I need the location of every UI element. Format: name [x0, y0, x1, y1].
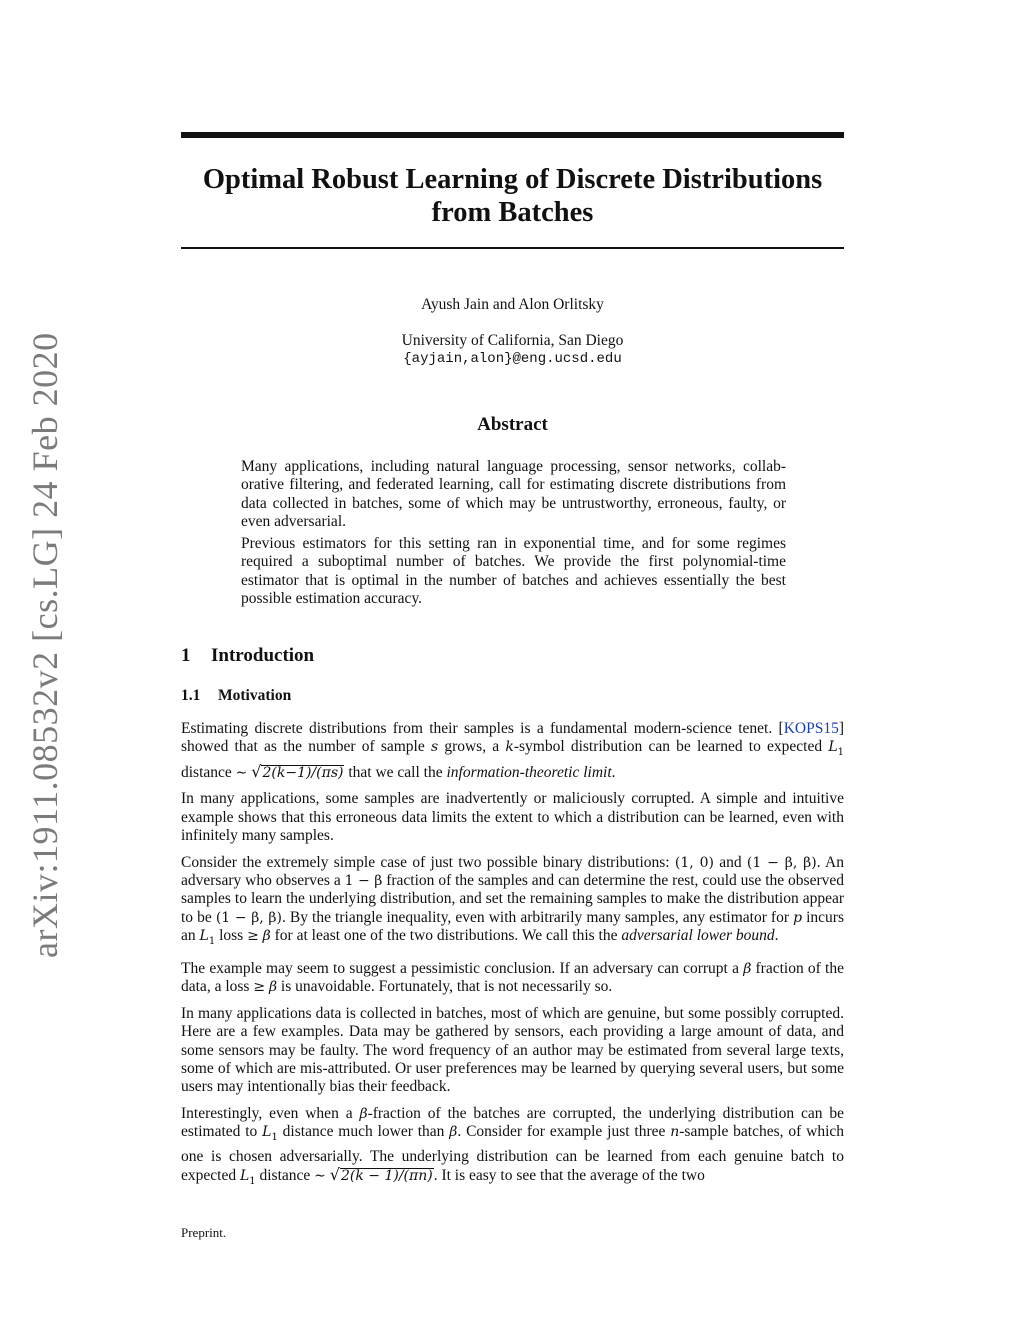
- footer-note: Preprint.: [181, 1225, 227, 1240]
- paper-title: [181, 163, 844, 229]
- abstract-paragraph-2: Previous estimators for this setting ran in exponential time, and for some regimes required a suboptimal number of batches. We provide the first polynomial-time estimator that is optimal in the number of batches and achieves essentially the best possible estimation accuracy.: [241, 535, 786, 608]
- subsection-title: Motivation: [218, 687, 292, 704]
- title-line-2: from Batches: [431, 197, 594, 228]
- section-number: 1: [181, 645, 191, 666]
- subsection-heading: [181, 687, 291, 705]
- paragraph-6: Interestingly, even when a β-fraction of the batches are corrupted, the underlying distribution can be estimated to $L_1$ distance much lower than β. Consider for example just three n-sample batches, of which one is chosen adversarially. The underlying distribution can be learned from each genuine batch to expected $L_1$ distance ∼ √2(k − 1)/(πn). It is easy to see that the average of the two: [181, 1105, 845, 1188]
- subsection-number: 1.1: [181, 687, 201, 704]
- title-bottom-rule: [181, 247, 844, 249]
- citation-link[interactable]: KOPS15: [783, 720, 839, 737]
- paragraph-4: The example may seem to suggest a pessimistic conclusion. If an adversary can corrupt a β fraction of the data, a loss ≥ β is unavoidable. Fortunately, that is not necessarily so.: [181, 959, 844, 996]
- email: {ayjain,alon}@eng.ucsd.edu: [403, 351, 622, 367]
- section-heading: [181, 645, 314, 667]
- sqrt-symbol: √: [251, 761, 262, 781]
- body-text: [181, 720, 844, 1200]
- affiliation: University of California, San Diego: [401, 332, 624, 349]
- sqrt-symbol-2: √: [329, 1165, 340, 1185]
- sqrt-expression-2: 2(k − 1)/(πn): [340, 1168, 433, 1185]
- arxiv-identifier: arXiv:1911.08532v2 [cs.LG] 24 Feb 2020: [25, 332, 65, 958]
- paragraph-1: Estimating discrete distributions from their samples is a fundamental modern-science tenet. [KOPS15] showed that as the number of sample s grows, a k-symbol distribution can be learned to expected $L_1$ distance ∼ √2(k−1)/(πs) that we call the information-theoretic limit.: [181, 720, 844, 781]
- affiliation-block: [181, 331, 844, 369]
- paragraph-5: In many applications data is collected in batches, most of which are genuine, but some possibly corrupted. Here are a few examples. Data may be gathered by sensors, each providing a large amount of data, and some sensors may be faulty. The word frequency of an author may be estimated from several large texts, some of which are mis-attributed. Or user preferences may be learned by querying several users, but some users may intentionally bias their feedback.: [181, 1005, 844, 1096]
- abstract-paragraph-1: Many applications, including natural language processing, sensor networks, collab-orative filtering, and federated learning, call for estimating discrete distributions from data collected in batches, some of which may be untrustworthy, erroneous, faulty, or even adversarial.: [241, 458, 786, 530]
- paragraph-2: In many applications, some samples are inadvertently or maliciously corrupted. A simple and intuitive example shows that this erroneous data limits the extent to which a distribution can be learned, even with infinitely many samples.: [181, 790, 844, 845]
- title-line-1: Optimal Robust Learning of Discrete Distributions: [202, 164, 823, 195]
- section-title: Introduction: [211, 645, 315, 666]
- title-top-rule: [181, 132, 844, 138]
- abstract: [241, 458, 786, 612]
- paragraph-3: Consider the extremely simple case of just two possible binary distributions: (1, 0) and (1 − β, β). An adversary who observes a 1 − β fraction of the samples and can determine the rest, could use the observed samples to learn the underlying distribution, and set the remaining samples to make the distribution appear to be (1 − β, β). By the triangle inequality, even with arbitrarily many samples, any estimator for p incurs an $L_1$ loss ≥ β for at least one of the two distributions. We call this the adversarial lower bound.: [181, 853, 844, 948]
- abstract-title: Abstract: [477, 414, 548, 435]
- sqrt-expression: 2(k−1)/(πs): [262, 764, 344, 781]
- authors: Ayush Jain and Alon Orlitsky: [421, 296, 604, 313]
